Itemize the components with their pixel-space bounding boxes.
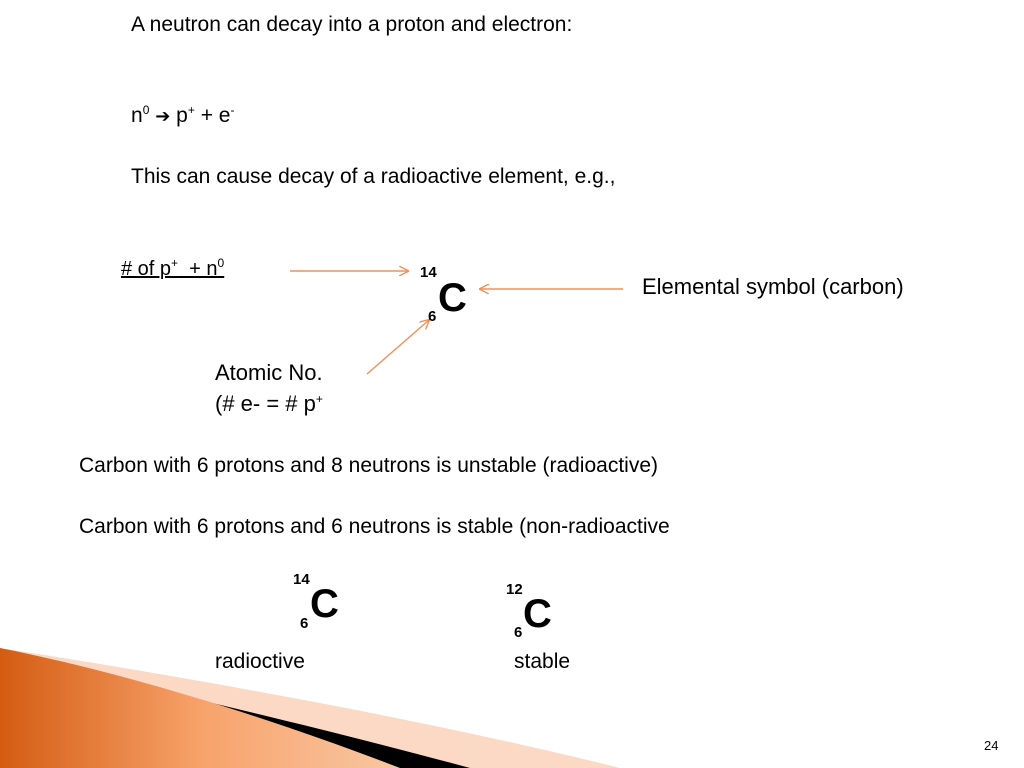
stable-statement: Carbon with 6 protons and 6 neutrons is stable (non-radioactive	[79, 515, 670, 538]
neutron-charge: 0	[142, 103, 150, 117]
electron-charge: -	[230, 103, 235, 117]
electron-symbol: e	[218, 104, 231, 127]
proton-symbol: p	[176, 104, 188, 127]
c14-atomic-number: 6	[300, 615, 309, 632]
arrow-icon: ➔	[155, 106, 171, 127]
c12-mass: 12	[506, 581, 523, 598]
neutron-symbol: n	[131, 104, 143, 127]
proton-charge: +	[187, 103, 195, 117]
page-number: 24	[984, 738, 999, 753]
atomic-number-label: Atomic No.	[215, 360, 323, 385]
main-isotope-atomic-number: 6	[428, 308, 437, 325]
intro-line: A neutron can decay into a proton and electron:	[131, 13, 573, 36]
main-isotope-mass: 14	[420, 264, 437, 281]
c14-mass: 14	[293, 571, 310, 588]
c14-symbol: C	[310, 582, 339, 626]
decay-equation	[131, 105, 234, 126]
c12-atomic-number: 6	[514, 624, 523, 641]
mass-label-protons: # of p	[121, 258, 172, 280]
c14-caption: radioctive	[215, 650, 305, 673]
radioactive-intro: This can cause decay of a radioactive element, e.g.,	[131, 165, 616, 188]
c12-symbol: C	[523, 592, 552, 636]
unstable-statement: Carbon with 6 protons and 8 neutrons is unstable (radioactive)	[79, 454, 658, 477]
mass-label-neutrons: + n	[178, 258, 218, 280]
mass-label-neutron-charge: 0	[217, 256, 225, 270]
atomic-note-charge: +	[315, 392, 323, 406]
plus-sign: +	[194, 104, 219, 127]
main-isotope-symbol: C	[438, 276, 467, 320]
atomic-note-text: (# e- = # p	[215, 391, 316, 416]
elemental-symbol-label: Elemental symbol (carbon)	[642, 274, 904, 299]
mass-label-proton-charge: +	[171, 256, 179, 270]
arrow-atomic-to-symbol	[367, 320, 429, 374]
atomic-number-note	[215, 393, 323, 415]
c12-caption: stable	[514, 650, 571, 673]
mass-number-label	[121, 256, 225, 280]
